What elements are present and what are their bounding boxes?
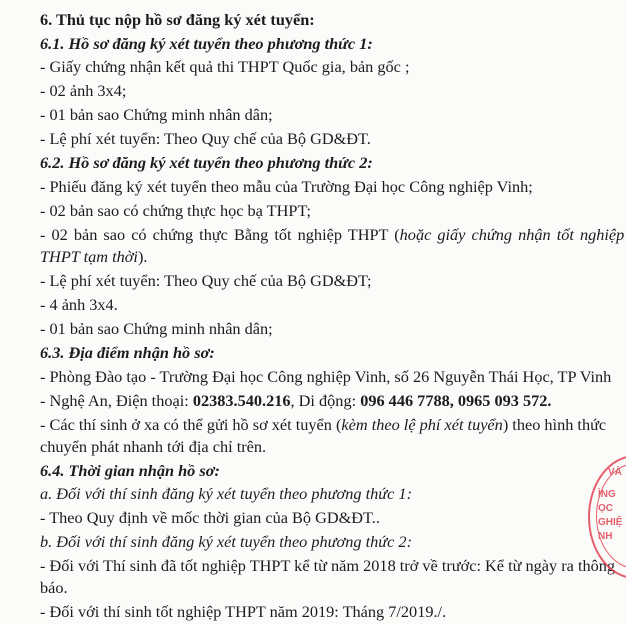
list-item: - 02 bản sao có chứng thực học bạ THPT; — [40, 200, 312, 220]
phone-number: 02383.540.216 — [192, 390, 291, 410]
subsection-a-title: a. Đối với thí sinh đăng ký xét tuyển theo phương thức 1: — [40, 484, 412, 504]
list-item-continued: chuyển phát nhanh tới địa chỉ trên. — [40, 436, 267, 456]
list-item-continued: THPT tạm thời). — [40, 246, 148, 266]
address-line: - Phòng Đào tạo - Trường Đại học Công nghiệp Vinh, số 26 Nguyễn Thái Học, TP Vinh — [40, 366, 612, 386]
list-item: - Giấy chứng nhận kết quả thi THPT Quốc gia, bản gốc ; — [40, 57, 410, 77]
section-6-title: 6. Thủ tục nộp hồ sơ đăng ký xét tuyển: — [40, 9, 315, 29]
list-item: - Đối với Thí sinh đã tốt nghiệp THPT kể từ năm 2018 trở về trước: Kể từ ngày ra thông — [40, 556, 616, 576]
section-6-4-title: 6.4. Thời gian nhận hồ sơ: — [40, 460, 220, 480]
mobile-numbers: 096 446 7788, 0965 093 572. — [360, 390, 552, 410]
list-item: - Đối với thí sinh tốt nghiệp THPT năm 2019: Tháng 7/2019./. — [40, 602, 447, 621]
list-item: - 02 bản sao có chứng thực Bằng tốt nghiệp THPT (hoặc giấy chứng nhận tốt nghiệp — [40, 224, 625, 244]
section-6-1-title: 6.1. Hồ sơ đăng ký xét tuyển theo phương thức 1: — [40, 33, 373, 53]
list-item: - 4 ảnh 3x4. — [40, 295, 118, 315]
list-item: - Phiếu đăng ký xét tuyển theo mẫu của Trường Đại học Công nghiệp Vinh; — [40, 176, 533, 196]
list-item: - Các thí sinh ở xa có thể gửi hồ sơ xét tuyển (kèm theo lệ phí xét tuyển) theo hình thức — [40, 414, 607, 434]
official-stamp: VÀ ÌNG ỌC GHIỆ NH — [588, 455, 626, 579]
list-item: - Theo Quy định về mốc thời gian của Bộ GD&ĐT.. — [40, 508, 380, 528]
list-item: - 01 bản sao Chứng minh nhân dân; — [40, 105, 273, 125]
list-item: - 01 bản sao Chứng minh nhân dân; — [40, 319, 273, 339]
list-item-continued: báo. — [40, 578, 68, 598]
list-item: - Lệ phí xét tuyển: Theo Quy chế của Bộ GD&ĐT. — [40, 129, 371, 149]
section-6-3-title: 6.3. Địa điểm nhận hồ sơ: — [40, 343, 215, 363]
subsection-b-title: b. Đối với thí sinh đăng ký xét tuyển theo phương thức 2: — [40, 532, 412, 552]
list-item: - Lệ phí xét tuyển: Theo Quy chế của Bộ GD&ĐT; — [40, 271, 372, 291]
list-item: - 02 ảnh 3x4; — [40, 81, 127, 101]
section-6-2-title: 6.2. Hồ sơ đăng ký xét tuyển theo phương thức 2: — [40, 152, 373, 172]
contact-line: - Nghệ An, Điện thoại: 02383.540.216, Di động: 096 446 7788, 0965 093 572. — [40, 390, 552, 410]
